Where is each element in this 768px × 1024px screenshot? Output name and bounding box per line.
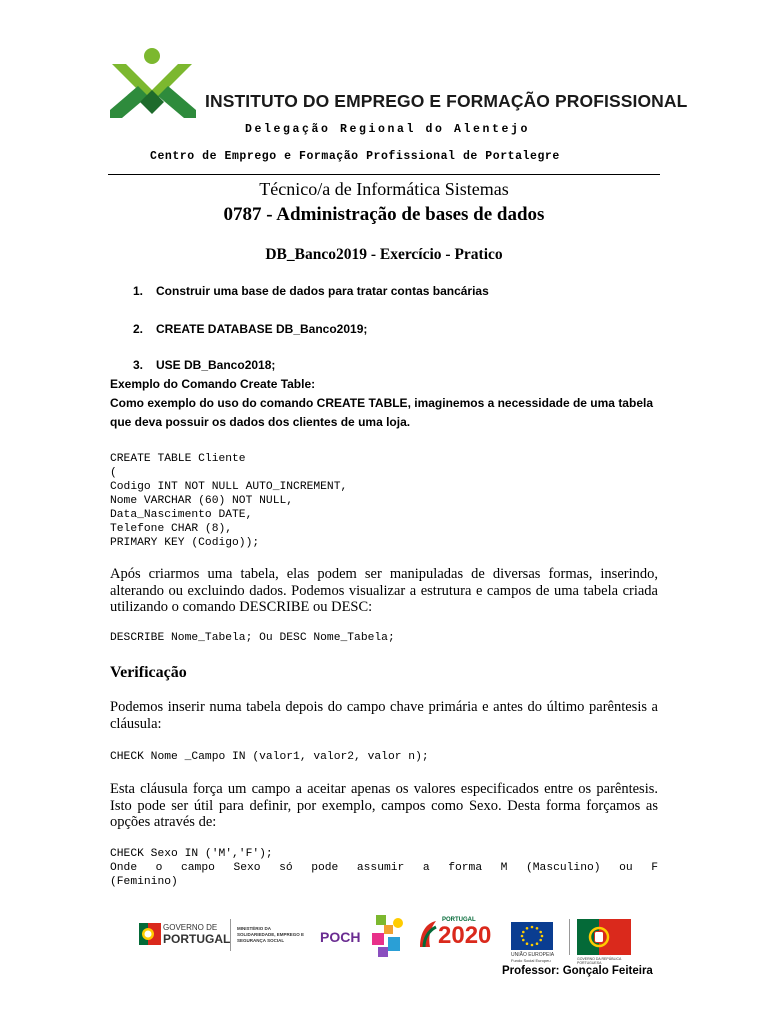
iefp-logo-icon [108,46,198,120]
paragraph-after-create: Após criarmos uma tabela, elas podem ser manipuladas de diversas formas, inserindo, alterando ou excluindo dados. Podemos visualizar a estrutura e campos de uma tabela criada utilizando o comando DESCRIBE ou DESC: [110,566,658,615]
eu-label: UNIÃO EUROPEIA [511,952,555,958]
center-name: Centro de Emprego e Formação Profissional de Portalegre [150,150,560,163]
professor-name: Professor: Gonçalo Feiteira [502,965,653,977]
republica-label: GOVERNO DA REPÚBLICA PORTUGUESA [577,957,622,965]
poch-label: POCH [320,929,361,945]
check-explanation: Esta cláusula força um campo a aceitar apenas os valores especificados entre os parêntesis. Isto pode ser útil para definir, por exemplo, campos como Sexo. Desta forma forçamos as opções através de: [110,781,658,830]
delegation-name: Delegação Regional do Alentejo [245,123,531,136]
portuguese-flag-icon [577,919,631,955]
list-item-number: 1. [133,284,144,298]
list-item-text: Construir uma base de dados para tratar contas bancárias [156,284,489,298]
portugal2020-mark-icon [418,919,438,949]
list-item [133,284,489,298]
course-title: Técnico/a de Informática Sistemas [259,179,509,199]
describe-code: DESCRIBE Nome_Tabela; Ou DESC Nome_Tabela; [110,632,395,644]
check-note-line: Onde o campo Sexo só pode assumir a forma M (Masculino) ou F [110,862,658,874]
eu-flag-icon [511,922,553,950]
portugal-label: PORTUGAL [163,932,231,946]
footer-logos [0,905,768,965]
list-item-text: USE DB_Banco2018; [156,358,276,372]
example-line: que deva possuir os dados dos clientes de uma loja. [110,415,411,429]
verificacao-heading: Verificação [110,664,187,681]
eu-fund-label: Fundo Social Europeu [511,958,551,963]
create-table-code: CREATE TABLE Cliente ( Codigo INT NOT NULL AUTO_INCREMENT, Nome VARCHAR (60) NOT NULL, Data_Nascimento DATE, Telefone CHAR (8), PRIMARY KEY (Codigo)); [110,453,348,549]
list-item-number: 3. [133,358,144,372]
ministry-label: MINISTÉRIO DA SOLIDARIEDADE, EMPREGO E SEGURANÇA SOCIAL [237,926,305,943]
example-block [110,375,653,432]
header-divider [108,174,660,175]
institute-name: INSTITUTO DO EMPREGO E FORMAÇÃO PROFISSIONAL [205,91,688,111]
verificacao-paragraph: Podemos inserir numa tabela depois do campo chave primária e antes do último parêntesis a cláusula: [110,699,658,732]
pt2020-small-label: PORTUGAL [442,917,476,923]
governo-label: GOVERNO DE [163,923,218,932]
example-title: Exemplo do Comando Create Table: [110,377,316,391]
governo-portugal-emblem-icon [139,923,161,945]
example-line: Como exemplo do uso do comando CREATE TABLE, imaginemos a necessidade de uma tabela [110,396,653,410]
list-item [133,322,367,336]
check-sexo-code: CHECK Sexo IN ('M','F'); [110,848,273,860]
list-item [133,358,275,372]
check-code: CHECK Nome _Campo IN (valor1, valor2, valor n); [110,751,429,763]
list-item-number: 2. [133,322,144,336]
pt2020-label: 2020 [438,922,492,949]
exercise-title: DB_Banco2019 - Exercício - Pratico [265,246,503,263]
module-title: 0787 - Administração de bases de dados [223,204,545,225]
list-item-text: CREATE DATABASE DB_Banco2019; [156,322,368,336]
check-note-line: (Feminino) [110,876,178,888]
logo-divider [569,919,570,955]
logo-divider [230,919,231,951]
